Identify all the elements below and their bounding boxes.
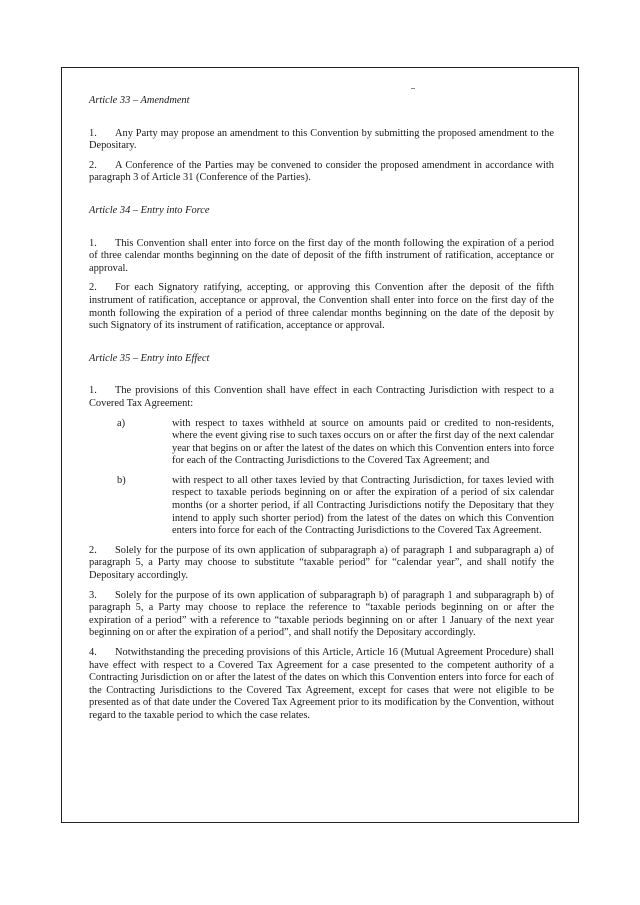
article-35-subitem-b bbox=[89, 475, 554, 538]
subitem-letter: a) bbox=[117, 417, 126, 429]
subitem-text: with respect to all other taxes levied by that Contracting Jurisdiction, for taxes levied with respect to taxable periods beginning on or after the expiration of a period of six calendar months (or a shorter period, if all Contracting Jurisdictions notify the Depositary that they intend to apply such shorter period) from the latest of the dates on which this Convention enters into force for each of the Contracting Jurisdictions to the Covered Tax Agreement. bbox=[172, 474, 554, 537]
paragraph-number: 3. bbox=[89, 589, 97, 601]
subitem-text: with respect to taxes withheld at source on amounts paid or credited to non-residents, where the event giving rise to such taxes occurs on or after the first day of the next calendar year that begins on or after the latest of the dates on which this Convention enters into force for each of the Contracting Jurisdictions to the Covered Tax Agreement; and bbox=[172, 417, 554, 467]
paragraph-text: Notwithstanding the preceding provisions of this Article, Article 16 (Mutual Agreement Procedure) shall have effect with respect to a Covered Tax Agreement for a case presented to the competent authority of a Contracting Jurisdiction on or after the latest of the dates on which this Convention enters into force for each of the Contracting Jurisdictions to the Covered Tax Agreement, except for cases that were not eligible to be presented as of that date under the Covered Tax Agreement prior to its modification by the Convention, without regard to the taxable period to which the case relates. bbox=[89, 647, 554, 721]
article-35-paragraph-1 bbox=[89, 385, 554, 410]
article-35-paragraph-2 bbox=[89, 545, 554, 583]
subitem-letter: b) bbox=[117, 474, 126, 486]
paragraph-text: Any Party may propose an amendment to this Convention by submitting the proposed amendment to the Depositary. bbox=[89, 127, 554, 152]
paragraph-text: This Convention shall enter into force on the first day of the month following the expiration of a period of three calendar months beginning on the date of deposit of the fifth instrument of ratification, acceptance or approval. bbox=[89, 237, 554, 274]
article-34-paragraph-1 bbox=[89, 238, 554, 276]
article-35-paragraph-3 bbox=[89, 590, 554, 640]
paragraph-text: The provisions of this Convention shall have effect in each Contracting Jurisdiction with respect to a Covered Tax Agreement: bbox=[89, 385, 554, 409]
article-33-paragraph-1 bbox=[89, 128, 554, 153]
paragraph-number: 4. bbox=[89, 647, 97, 658]
paragraph-text: Solely for the purpose of its own application of subparagraph b) of paragraph 1 and subparagraph b) of paragraph 5, a Party may choose to replace the reference to “taxable periods beginning on or after the expiration of a period” with a reference to “taxable periods beginning on or after 1 January of the next year beginning on or after the expiration of a period”, and shall notify the Depositary accordingly. bbox=[89, 589, 554, 639]
article-34-paragraph-2 bbox=[89, 282, 554, 332]
paragraph-number: 1. bbox=[89, 237, 97, 249]
article-33-heading: Article 33 – Amendment bbox=[89, 95, 190, 106]
paragraph-text: For each Signatory ratifying, accepting, or approving this Convention after the deposit of the fifth instrument of ratification, acceptance or approval, the Convention shall enter into force on the first day of the month following the expiration of a period of three calendar months beginning on the date of the deposit by such Signatory of its instrument of ratification, acceptance or approval. bbox=[89, 282, 554, 332]
article-35-heading: Article 35 – Entry into Effect bbox=[89, 352, 210, 364]
paragraph-text: Solely for the purpose of its own application of subparagraph a) of paragraph 1 and subparagraph a) of paragraph 5, a Party may choose to substitute “taxable period” for “calendar year”, and shall notify the Depositary accordingly. bbox=[89, 544, 554, 582]
paragraph-number: 2. bbox=[89, 544, 97, 556]
paragraph-number: 2. bbox=[89, 282, 97, 294]
article-34-heading: Article 34 – Entry into Force bbox=[89, 204, 210, 216]
document-body bbox=[89, 95, 554, 730]
article-35-subitem-a bbox=[89, 418, 554, 468]
paragraph-number: 1. bbox=[89, 127, 97, 139]
paragraph-number: 2. bbox=[89, 159, 97, 171]
paragraph-text: A Conference of the Parties may be convened to consider the proposed amendment in accordance with paragraph 3 of Article 31 (Conference of the Parties). bbox=[89, 159, 554, 184]
article-33-paragraph-2 bbox=[89, 160, 554, 185]
scan-mark bbox=[411, 88, 415, 89]
article-35-paragraph-4 bbox=[89, 647, 554, 723]
paragraph-number: 1. bbox=[89, 385, 97, 397]
